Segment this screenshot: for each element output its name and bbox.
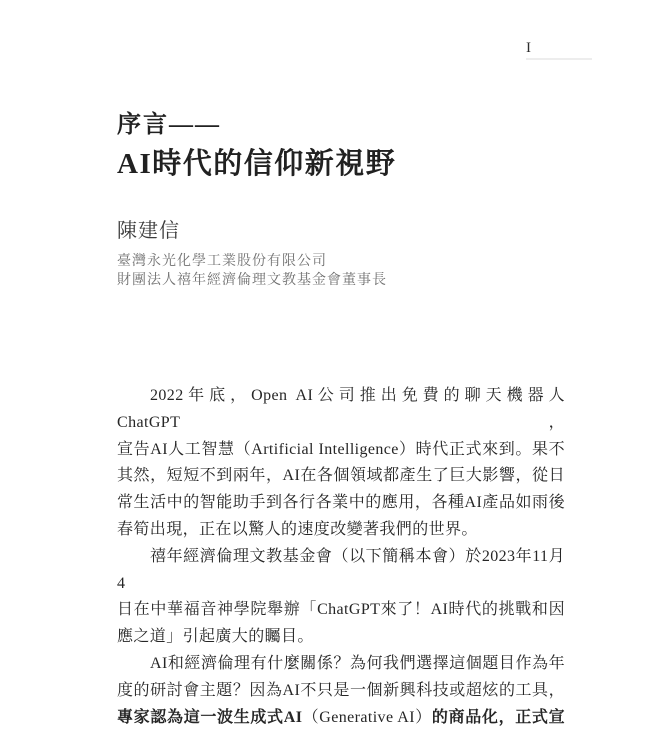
author-affiliation-company: 臺灣永光化學工業股份有限公司 [117, 252, 327, 268]
chapter-title [117, 110, 396, 183]
body-line: 度的研討會主題？因為AI不只是一個新興科技或超炫的工具， [117, 681, 565, 699]
author-affiliation-foundation: 財團法人禧年經濟倫理文教基金會董事長 [117, 270, 387, 287]
header-rule [526, 58, 592, 60]
author-block [117, 218, 387, 288]
body-text [117, 383, 565, 731]
body-line-emphasis [117, 705, 565, 732]
body-line: AI和經濟倫理有什麼關係？為何我們選擇這個題目作為年 [150, 654, 565, 672]
author-name: 陳建信 [117, 220, 180, 242]
chapter-title-line1: 序言—— [117, 112, 221, 138]
body-line: 日在中華福音神學院舉辦「ChatGPT來了！AI時代的挑戰和因 [117, 601, 565, 619]
emphasis-english-paren: （Generative AI） [302, 708, 432, 726]
author-affiliations [117, 251, 387, 288]
page-number: I [526, 40, 531, 56]
body-line: 其然，短短不到兩年，AI在各個領域都產生了巨大影響，從日 [117, 467, 565, 485]
body-line: 常生活中的智能助手到各行各業中的應用，各種AI產品如雨後 [117, 494, 565, 512]
body-line: 2022年底，Open AI公司推出免費的聊天機器人ChatGPT， [117, 387, 565, 431]
body-line: 宣告AI人工智慧（Artificial Intelligence）時代正式來到。果不 [117, 440, 565, 458]
emphasis-chinese-post: 的商品化，正式宣 [431, 708, 565, 726]
chapter-title-line2: AI時代的信仰新視野 [117, 148, 397, 180]
body-line: 禧年經濟倫理文教基金會（以下簡稱本會）於2023年11月4 [117, 547, 565, 592]
emphasis-chinese-pre: 專家認為這一波生成式AI [117, 708, 303, 726]
body-line: 應之道」引起廣大的矚目。 [117, 628, 314, 646]
body-line: 春筍出現，正在以驚人的速度改變著我們的世界。 [117, 520, 478, 538]
